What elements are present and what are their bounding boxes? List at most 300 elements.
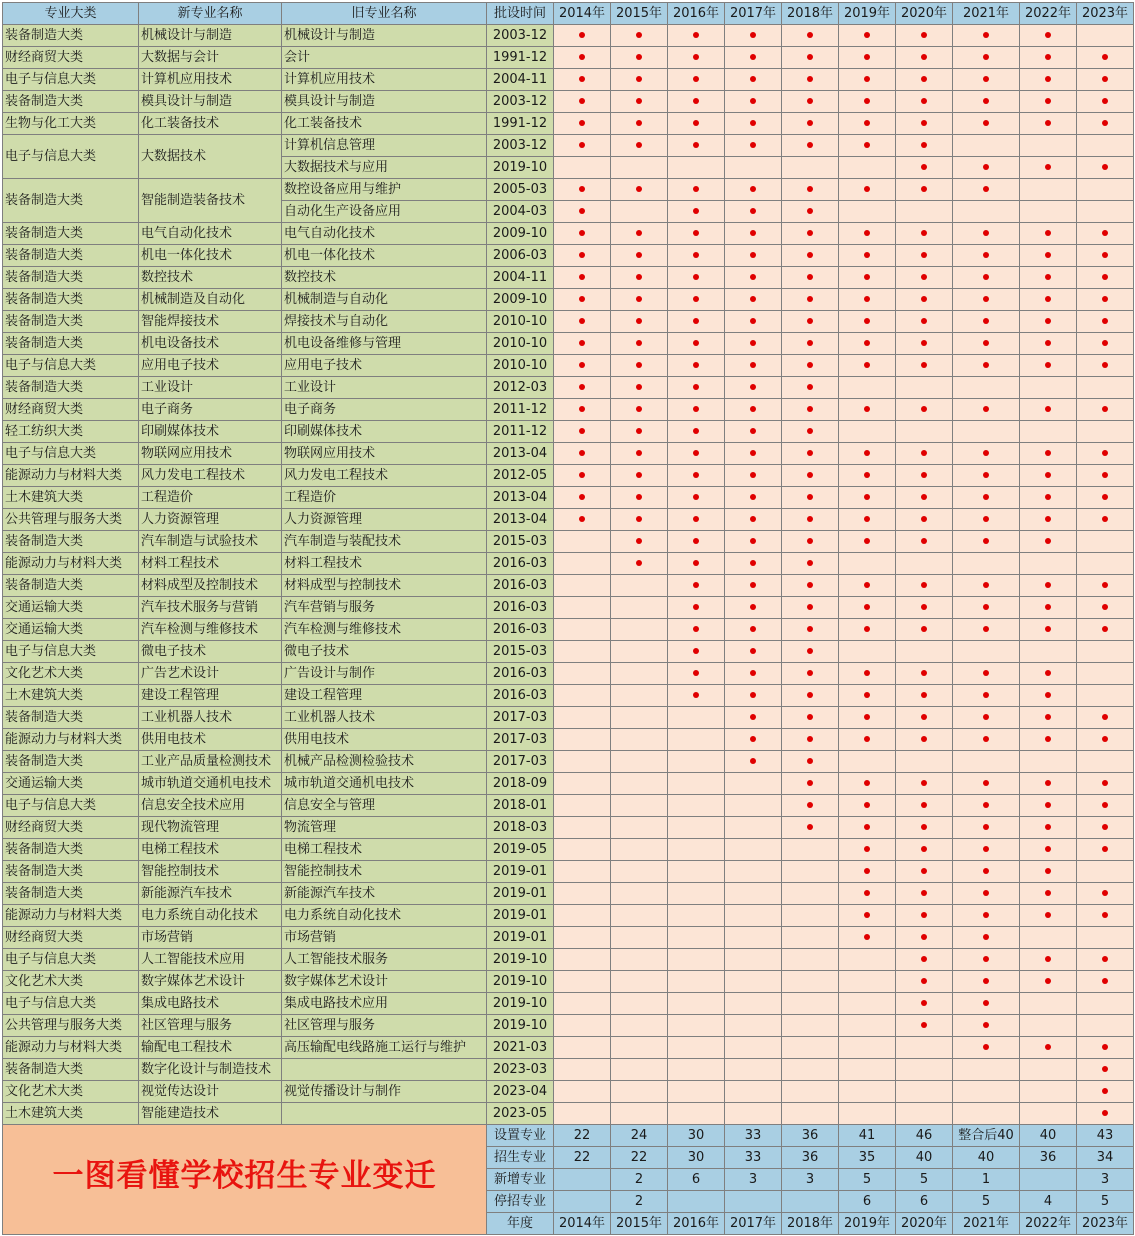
- year-cell: [1077, 1081, 1134, 1103]
- year-cell: [725, 47, 782, 69]
- enrollment-dot: [1102, 780, 1108, 786]
- summary-value: 2015年: [611, 1213, 668, 1235]
- approved-date-cell: 2010-10: [487, 333, 554, 355]
- enrollment-dot: [921, 164, 927, 170]
- year-cell: [725, 223, 782, 245]
- enrollment-dot: [807, 648, 813, 654]
- year-cell: [839, 69, 896, 91]
- category-cell: 电子与信息大类: [3, 355, 139, 377]
- year-cell: [1020, 443, 1077, 465]
- year-cell: [668, 1037, 725, 1059]
- old-name-cell: 数控技术: [282, 267, 487, 289]
- new-name-cell: 大数据与会计: [139, 47, 282, 69]
- table-row: [3, 223, 1134, 245]
- year-cell: [953, 971, 1020, 993]
- summary-value: 2: [611, 1169, 668, 1191]
- year-cell: [611, 421, 668, 443]
- year-cell: [554, 47, 611, 69]
- year-cell: [782, 443, 839, 465]
- year-cell: [668, 707, 725, 729]
- year-cell: [782, 333, 839, 355]
- old-name-cell: 化工装备技术: [282, 113, 487, 135]
- year-cell: [839, 355, 896, 377]
- enrollment-dot: [1102, 296, 1108, 302]
- year-cell: [1020, 377, 1077, 399]
- old-name-cell: 计算机信息管理: [282, 135, 487, 157]
- enrollment-dot: [807, 824, 813, 830]
- enrollment-dot: [693, 692, 699, 698]
- summary-value: 2022年: [1020, 1213, 1077, 1235]
- year-cell: [668, 575, 725, 597]
- enrollment-dot: [750, 274, 756, 280]
- new-name-cell: 供用电技术: [139, 729, 282, 751]
- enrollment-dot: [807, 450, 813, 456]
- old-name-cell: 智能控制技术: [282, 861, 487, 883]
- enrollment-dot: [1045, 868, 1051, 874]
- year-cell: [1077, 949, 1134, 971]
- year-cell: [668, 201, 725, 223]
- year-cell: [896, 267, 953, 289]
- year-cell: [554, 575, 611, 597]
- year-cell: [725, 949, 782, 971]
- enrollment-dot: [1102, 1066, 1108, 1072]
- year-cell: [725, 465, 782, 487]
- enrollment-dot: [983, 890, 989, 896]
- enrollment-dot: [636, 230, 642, 236]
- enrollment-dot: [693, 318, 699, 324]
- enrollment-dot: [1045, 76, 1051, 82]
- old-name-cell: 材料工程技术: [282, 553, 487, 575]
- year-cell: [725, 883, 782, 905]
- year-cell: [611, 729, 668, 751]
- table-row: [3, 575, 1134, 597]
- enrollment-dot: [636, 318, 642, 324]
- table-row: [3, 773, 1134, 795]
- year-cell: [782, 619, 839, 641]
- enrollment-dot: [1102, 274, 1108, 280]
- enrollment-dot: [864, 98, 870, 104]
- year-cell: [668, 861, 725, 883]
- year-cell: [611, 179, 668, 201]
- enrollment-dot: [1102, 76, 1108, 82]
- year-cell: [1077, 69, 1134, 91]
- table-row: [3, 685, 1134, 707]
- category-cell: 轻工纺织大类: [3, 421, 139, 443]
- year-cell: [782, 465, 839, 487]
- new-name-cell: 人工智能技术应用: [139, 949, 282, 971]
- year-cell: [953, 245, 1020, 267]
- year-cell: [896, 69, 953, 91]
- year-cell: [554, 69, 611, 91]
- table-row: [3, 531, 1134, 553]
- enrollment-dot: [693, 230, 699, 236]
- category-cell: 土木建筑大类: [3, 487, 139, 509]
- enrollment-dot: [921, 296, 927, 302]
- year-cell: [782, 993, 839, 1015]
- year-cell: [725, 575, 782, 597]
- year-cell: [668, 443, 725, 465]
- year-cell: [668, 1081, 725, 1103]
- enrollment-dot: [983, 934, 989, 940]
- enrollment-dot: [693, 406, 699, 412]
- year-cell: [896, 465, 953, 487]
- year-cell: [725, 927, 782, 949]
- year-cell: [668, 399, 725, 421]
- enrollment-dot: [807, 516, 813, 522]
- table-row: [3, 839, 1134, 861]
- year-cell: [782, 817, 839, 839]
- year-cell: [668, 47, 725, 69]
- enrollment-dot: [750, 670, 756, 676]
- enrollment-dot: [1045, 978, 1051, 984]
- header-year: 2017年: [725, 3, 782, 25]
- enrollment-dot: [693, 428, 699, 434]
- summary-value: 22: [611, 1147, 668, 1169]
- enrollment-dot: [921, 274, 927, 280]
- enrollment-dot: [1045, 274, 1051, 280]
- approved-date-cell: 2013-04: [487, 487, 554, 509]
- enrollment-dot: [983, 252, 989, 258]
- year-cell: [1077, 883, 1134, 905]
- year-cell: [839, 421, 896, 443]
- year-cell: [896, 25, 953, 47]
- year-cell: [725, 311, 782, 333]
- year-cell: [611, 91, 668, 113]
- enrollment-dot: [1102, 1044, 1108, 1050]
- year-cell: [611, 641, 668, 663]
- approved-date-cell: 2009-10: [487, 289, 554, 311]
- enrollment-dot: [693, 208, 699, 214]
- year-cell: [1077, 179, 1134, 201]
- enrollment-dot: [750, 318, 756, 324]
- year-cell: [839, 465, 896, 487]
- year-cell: [554, 487, 611, 509]
- year-cell: [1077, 135, 1134, 157]
- year-cell: [1077, 91, 1134, 113]
- table-row: [3, 927, 1134, 949]
- category-cell: 交通运输大类: [3, 773, 139, 795]
- year-cell: [839, 223, 896, 245]
- year-cell: [554, 443, 611, 465]
- year-cell: [1077, 531, 1134, 553]
- summary-label: 设置专业: [487, 1125, 554, 1147]
- year-cell: [554, 157, 611, 179]
- approved-date-cell: 2019-01: [487, 927, 554, 949]
- enrollment-dot: [864, 538, 870, 544]
- enrollment-dot: [983, 1044, 989, 1050]
- year-cell: [896, 245, 953, 267]
- approved-date-cell: 2019-05: [487, 839, 554, 861]
- enrollment-dot: [983, 318, 989, 324]
- year-cell: [611, 751, 668, 773]
- approved-date-cell: 1991-12: [487, 47, 554, 69]
- enrollment-dot: [921, 868, 927, 874]
- enrollment-dot: [983, 1022, 989, 1028]
- year-cell: [1077, 333, 1134, 355]
- new-name-cell: 汽车制造与试验技术: [139, 531, 282, 553]
- year-cell: [839, 707, 896, 729]
- new-name-cell: 输配电工程技术: [139, 1037, 282, 1059]
- year-cell: [611, 113, 668, 135]
- enrollment-dot: [921, 362, 927, 368]
- summary-value: 2014年: [554, 1213, 611, 1235]
- summary-value: 30: [668, 1147, 725, 1169]
- year-cell: [725, 641, 782, 663]
- year-cell: [839, 817, 896, 839]
- year-cell: [725, 399, 782, 421]
- enrollment-dot: [579, 186, 585, 192]
- year-cell: [668, 355, 725, 377]
- year-cell: [839, 443, 896, 465]
- approved-date-cell: 2016-03: [487, 685, 554, 707]
- year-cell: [896, 641, 953, 663]
- new-name-cell: 机电设备技术: [139, 333, 282, 355]
- approved-date-cell: 2016-03: [487, 597, 554, 619]
- enrollment-dot: [921, 912, 927, 918]
- enrollment-dot: [1045, 494, 1051, 500]
- enrollment-dot: [921, 626, 927, 632]
- year-cell: [554, 509, 611, 531]
- new-name-cell: 人力资源管理: [139, 509, 282, 531]
- year-cell: [1077, 707, 1134, 729]
- year-cell: [1077, 1103, 1134, 1125]
- year-cell: [839, 311, 896, 333]
- approved-date-cell: 2010-10: [487, 355, 554, 377]
- table-row: [3, 25, 1134, 47]
- enrollment-dot: [1102, 846, 1108, 852]
- year-cell: [725, 157, 782, 179]
- year-cell: [839, 25, 896, 47]
- year-cell: [896, 1015, 953, 1037]
- table-row: [3, 1059, 1134, 1081]
- enrollment-dot: [807, 318, 813, 324]
- approved-date-cell: 2023-05: [487, 1103, 554, 1125]
- enrollment-dot: [983, 450, 989, 456]
- enrollment-dot: [579, 98, 585, 104]
- year-cell: [668, 905, 725, 927]
- enrollment-dot: [864, 362, 870, 368]
- new-name-cell: 智能控制技术: [139, 861, 282, 883]
- header-row: [3, 3, 1134, 25]
- new-name-cell: 机电一体化技术: [139, 245, 282, 267]
- year-cell: [839, 333, 896, 355]
- enrollment-dot: [579, 472, 585, 478]
- year-cell: [896, 597, 953, 619]
- year-cell: [554, 685, 611, 707]
- category-cell: 财经商贸大类: [3, 399, 139, 421]
- year-cell: [953, 553, 1020, 575]
- year-cell: [953, 509, 1020, 531]
- enrollment-dot: [807, 54, 813, 60]
- category-cell: 电子与信息大类: [3, 993, 139, 1015]
- year-cell: [668, 113, 725, 135]
- year-cell: [1077, 289, 1134, 311]
- year-cell: [1077, 993, 1134, 1015]
- year-cell: [725, 861, 782, 883]
- enrollment-dot: [693, 76, 699, 82]
- new-name-cell: 数字化设计与制造技术: [139, 1059, 282, 1081]
- year-cell: [896, 421, 953, 443]
- enrollment-dot: [579, 120, 585, 126]
- year-cell: [953, 927, 1020, 949]
- summary-value: 33: [725, 1147, 782, 1169]
- enrollment-dot: [983, 824, 989, 830]
- enrollment-dot: [807, 340, 813, 346]
- summary-label: 招生专业: [487, 1147, 554, 1169]
- enrollment-dot: [693, 252, 699, 258]
- year-cell: [668, 729, 725, 751]
- old-name-cell: 焊接技术与自动化: [282, 311, 487, 333]
- year-cell: [554, 223, 611, 245]
- year-cell: [782, 311, 839, 333]
- old-name-cell: 机械产品检测检验技术: [282, 751, 487, 773]
- year-cell: [725, 1081, 782, 1103]
- table-row: [3, 289, 1134, 311]
- year-cell: [953, 179, 1020, 201]
- year-cell: [1020, 135, 1077, 157]
- summary-label: 新增专业: [487, 1169, 554, 1191]
- enrollment-dot: [807, 428, 813, 434]
- year-cell: [554, 179, 611, 201]
- year-cell: [782, 487, 839, 509]
- year-cell: [611, 993, 668, 1015]
- old-name-cell: 物流管理: [282, 817, 487, 839]
- enrollment-dot: [750, 714, 756, 720]
- enrollment-dot: [983, 274, 989, 280]
- year-cell: [782, 245, 839, 267]
- year-cell: [782, 1015, 839, 1037]
- year-cell: [839, 839, 896, 861]
- approved-date-cell: 2013-04: [487, 443, 554, 465]
- category-cell: 土木建筑大类: [3, 685, 139, 707]
- enrollment-dot: [579, 208, 585, 214]
- year-cell: [953, 223, 1020, 245]
- new-name-cell: 广告艺术设计: [139, 663, 282, 685]
- year-cell: [839, 399, 896, 421]
- year-cell: [782, 905, 839, 927]
- table-row: [3, 861, 1134, 883]
- new-name-cell: 汽车技术服务与营销: [139, 597, 282, 619]
- year-cell: [1020, 311, 1077, 333]
- old-name-cell: 微电子技术: [282, 641, 487, 663]
- enrollment-dot: [1102, 450, 1108, 456]
- summary-label: 停招专业: [487, 1191, 554, 1213]
- enrollment-dot: [921, 98, 927, 104]
- year-cell: [953, 575, 1020, 597]
- year-cell: [668, 69, 725, 91]
- year-cell: [1077, 47, 1134, 69]
- year-cell: [839, 641, 896, 663]
- old-name-cell: 数字媒体艺术设计: [282, 971, 487, 993]
- category-cell: 装备制造大类: [3, 25, 139, 47]
- year-cell: [1077, 773, 1134, 795]
- year-cell: [782, 949, 839, 971]
- enrollment-dot: [636, 186, 642, 192]
- enrollment-dot: [921, 736, 927, 742]
- table-row: [3, 135, 1134, 157]
- enrollment-dot: [983, 32, 989, 38]
- year-cell: [896, 729, 953, 751]
- summary-value: 2016年: [668, 1213, 725, 1235]
- enrollment-dot: [921, 142, 927, 148]
- year-cell: [725, 179, 782, 201]
- year-cell: [896, 333, 953, 355]
- enrollment-dot: [983, 670, 989, 676]
- enrollment-dot: [921, 120, 927, 126]
- summary-value: 2018年: [782, 1213, 839, 1235]
- year-cell: [1077, 223, 1134, 245]
- year-cell: [725, 1059, 782, 1081]
- year-cell: [1020, 531, 1077, 553]
- enrollment-dot: [921, 714, 927, 720]
- enrollment-dot: [750, 120, 756, 126]
- enrollment-dot: [750, 208, 756, 214]
- year-cell: [611, 289, 668, 311]
- year-cell: [554, 1015, 611, 1037]
- year-cell: [1077, 267, 1134, 289]
- year-cell: [1077, 553, 1134, 575]
- year-cell: [611, 597, 668, 619]
- year-cell: [896, 531, 953, 553]
- year-cell: [725, 685, 782, 707]
- table-row: [3, 641, 1134, 663]
- enrollment-dot: [693, 538, 699, 544]
- enrollment-dot: [807, 802, 813, 808]
- enrollment-dot: [864, 934, 870, 940]
- year-cell: [782, 861, 839, 883]
- old-name-cell: 汽车营销与服务: [282, 597, 487, 619]
- enrollment-dot: [1102, 802, 1108, 808]
- year-cell: [896, 993, 953, 1015]
- year-cell: [611, 443, 668, 465]
- approved-date-cell: 2019-10: [487, 157, 554, 179]
- enrollment-dot: [864, 692, 870, 698]
- year-cell: [725, 267, 782, 289]
- enrollment-dot: [1045, 54, 1051, 60]
- table-row: [3, 993, 1134, 1015]
- new-name-cell: 社区管理与服务: [139, 1015, 282, 1037]
- summary-value: [782, 1191, 839, 1213]
- year-cell: [1020, 839, 1077, 861]
- old-name-cell: 应用电子技术: [282, 355, 487, 377]
- enrollment-dot: [921, 32, 927, 38]
- enrollment-dot: [750, 384, 756, 390]
- year-cell: [611, 311, 668, 333]
- old-name-cell: 材料成型与控制技术: [282, 575, 487, 597]
- table-row: [3, 729, 1134, 751]
- enrollment-dot: [864, 626, 870, 632]
- summary-value: 46: [896, 1125, 953, 1147]
- year-cell: [1020, 179, 1077, 201]
- year-cell: [668, 179, 725, 201]
- category-cell: 能源动力与材料大类: [3, 1037, 139, 1059]
- enrollment-dot: [864, 890, 870, 896]
- year-cell: [668, 25, 725, 47]
- year-cell: [1077, 1037, 1134, 1059]
- year-cell: [554, 1059, 611, 1081]
- table-row: [3, 443, 1134, 465]
- year-cell: [953, 1081, 1020, 1103]
- year-cell: [896, 443, 953, 465]
- year-cell: [611, 377, 668, 399]
- year-cell: [782, 223, 839, 245]
- enrollment-dot: [983, 494, 989, 500]
- enrollment-dot: [807, 208, 813, 214]
- enrollment-dot: [579, 274, 585, 280]
- year-cell: [611, 355, 668, 377]
- year-cell: [725, 25, 782, 47]
- year-cell: [554, 641, 611, 663]
